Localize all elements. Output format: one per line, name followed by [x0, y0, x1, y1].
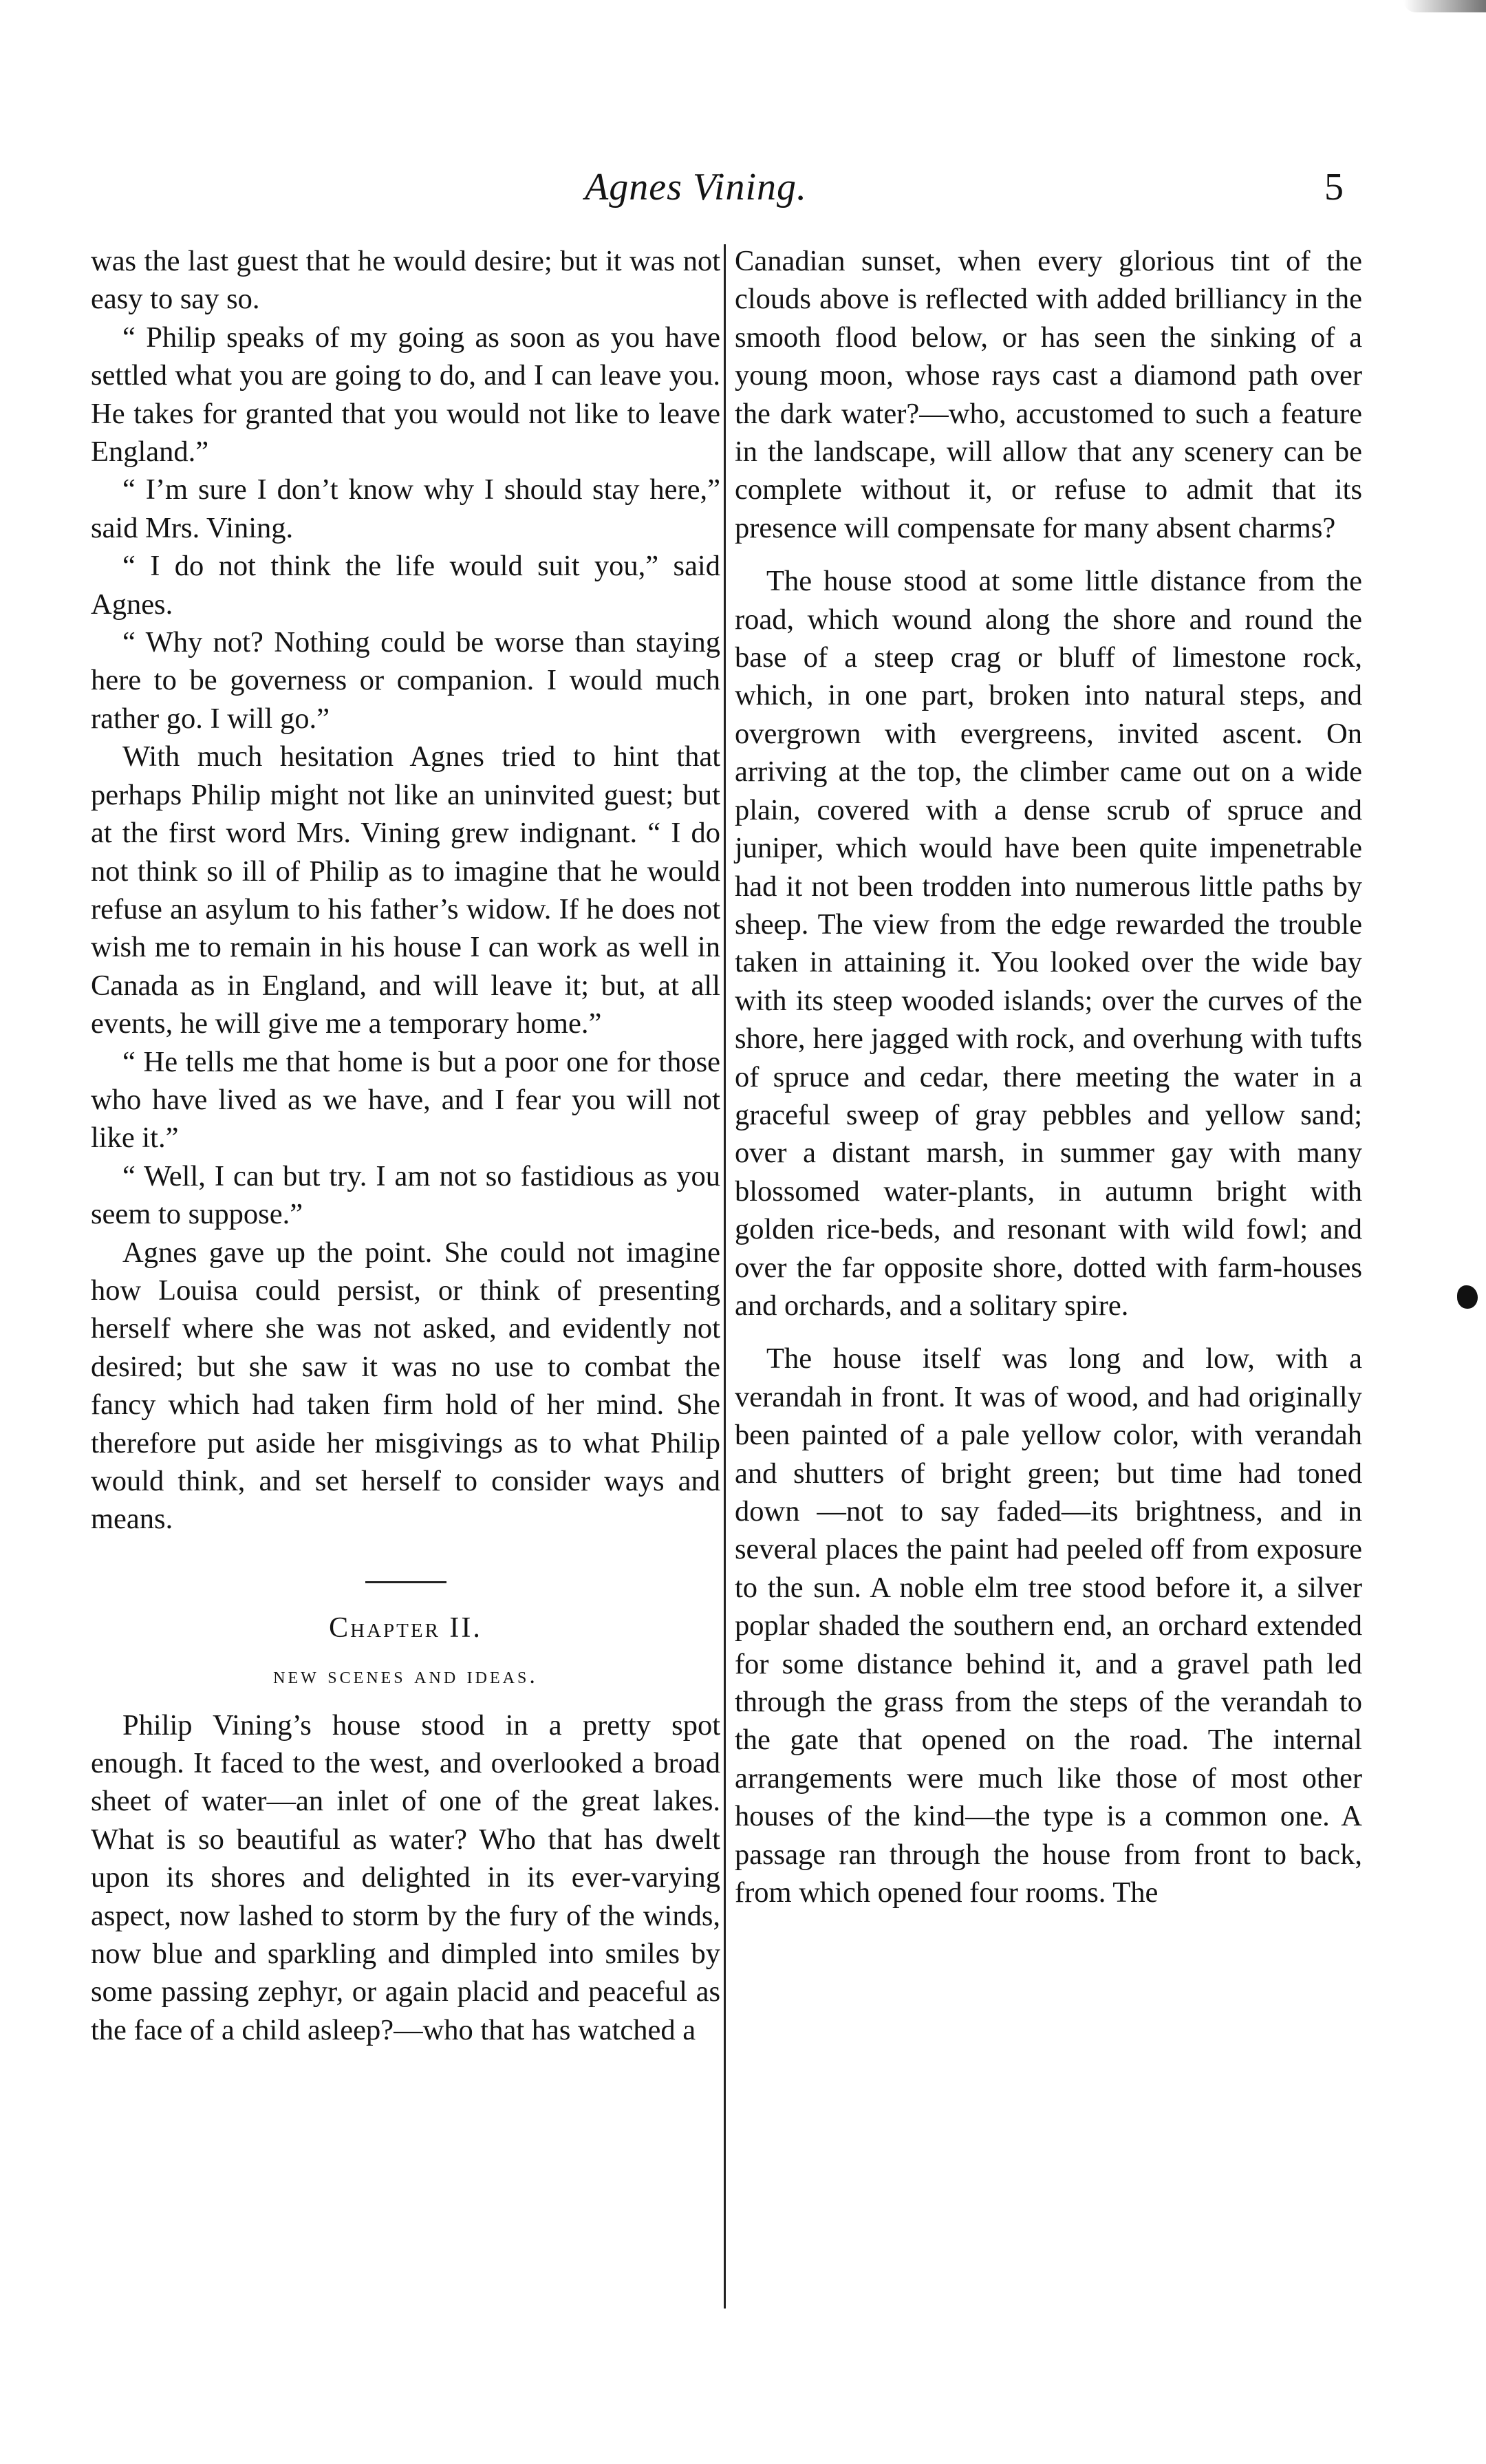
right-column — [735, 242, 1362, 1911]
paragraph: “ Well, I can but try. I am not so fastidious as you seem to suppose.” — [91, 1159, 720, 1231]
chapter-divider-rule — [365, 1581, 446, 1583]
paragraph: “ I’m sure I don’t know why I should stay here,” said Mrs. Vining. — [91, 473, 720, 544]
chapter-heading: Chapter II. — [329, 1611, 482, 1644]
paragraph: “ He tells me that home is but a poor one for those who have lived as we have, and I fear you will not like it.” — [91, 1045, 720, 1155]
left-column — [91, 242, 720, 2049]
paragraph: “ Philip speaks of my going as soon as you have settled what you are going to do, and I can leave you. He takes for granted that you would not like to leave England.” — [91, 321, 720, 469]
paragraph: “ I do not think the life would suit you,” said Agnes. — [91, 550, 720, 621]
running-head — [0, 165, 1486, 220]
ink-speck — [1457, 1285, 1478, 1309]
paragraph: Philip Vining’s house stood in a pretty spot enough. It faced to the west, and overlooked a broad sheet of water—an inlet of one of the great lakes. What is so beautiful as water? Who that has dwelt upon its shores and delighted in its ever-varying aspect, now lashed to storm by the fury of the winds, now blue and sparkling and dimpled into smiles by some passing zephyr, or again placid and peaceful as the face of a child asleep?—who that has watched a — [91, 1708, 720, 2046]
paragraph: The house itself was long and low, with a verandah in front. It was of wood, and had originally been painted of a pale yellow color, with verandah and shutters of bright green; but time had toned down —not to say faded—its brightness, and in several places the paint had peeled off from exposure to the sun. A noble elm tree stood before it, a silver poplar shaded the southern end, an orchard extended for some distance behind it, and a gravel path led through the grass from the steps of the verandah to the gate that opened on the road. The internal arrangements were much like those of most other houses of the kind—the type is a common one. A passage ran through the house from front to back, from which opened four rooms. The — [735, 1342, 1362, 1909]
chapter-subtitle: new scenes and ideas. — [273, 1663, 538, 1689]
paragraph: The house stood at some little distance from the road, which wound along the shore and round the base of a steep crag or bluff of limestone rock, which, in one part, broken into natural steps, and overgrown with evergreens, invited ascent. On arriving at the top, the climber came out on a wide plain, covered with a dense scrub of spruce and juniper, which would have been quite impenetrable had it not been trodden into numerous little paths by sheep. The view from the edge rewarded the trouble taken in attaining it. You looked over the wide bay with its steep wooded islands; over the curves of the shore, here jagged with rock, and overhung with tufts of spruce and cedar, there meeting the water in a graceful sweep of gray pebbles and yellow sand; over a distant marsh, in summer gay with many blossomed water-plants, in autumn bright with golden rice-beds, and resonant with wild fowl; and over the far opposite shore, dotted with farm-houses and orchards, and a solitary spire. — [735, 565, 1362, 1322]
column-divider — [724, 244, 726, 2308]
paragraph: Agnes gave up the point. She could not imagine how Louisa could persist, or think of presenting herself where she was not asked, and evidently not desired; but she saw it was no use to combat the fancy which had taken firm hold of her mind. She therefore put aside her misgivings as to what Philip would think, and set herself to consider ways and means. — [91, 1236, 720, 1536]
paragraph: “ Why not? Nothing could be worse than staying here to be governess or companion. I would much rather go. I will go.” — [91, 626, 720, 735]
paragraph: was the last guest that he would desire; but it was not easy to say so. — [91, 245, 720, 316]
page-number: 5 — [1324, 166, 1344, 208]
paragraph: Canadian sunset, when every glorious tint of the clouds above is reflected with added brilliancy in the smooth flood below, or has seen the sinking of a young moon, whose rays cast a diamond path over the dark water?—who, accustomed to such a feature in the landscape, will allow that any scenery can be complete without it, or refuse to admit that its presence will compensate for many absent charms? — [735, 245, 1362, 544]
scan-corner-smudge — [1403, 0, 1486, 12]
running-title: Agnes Vining. — [585, 166, 808, 208]
paragraph: With much hesitation Agnes tried to hint that perhaps Philip might not like an uninvited guest; but at the first word Mrs. Vining grew indignant. “ I do not think so ill of Philip as to imagine that he would refuse an asylum to his father’s widow. If he does not wish me to remain in his house I can work as well in Canada as in England, and will leave it; but, at all events, he will give me a temporary home.” — [91, 740, 720, 1040]
